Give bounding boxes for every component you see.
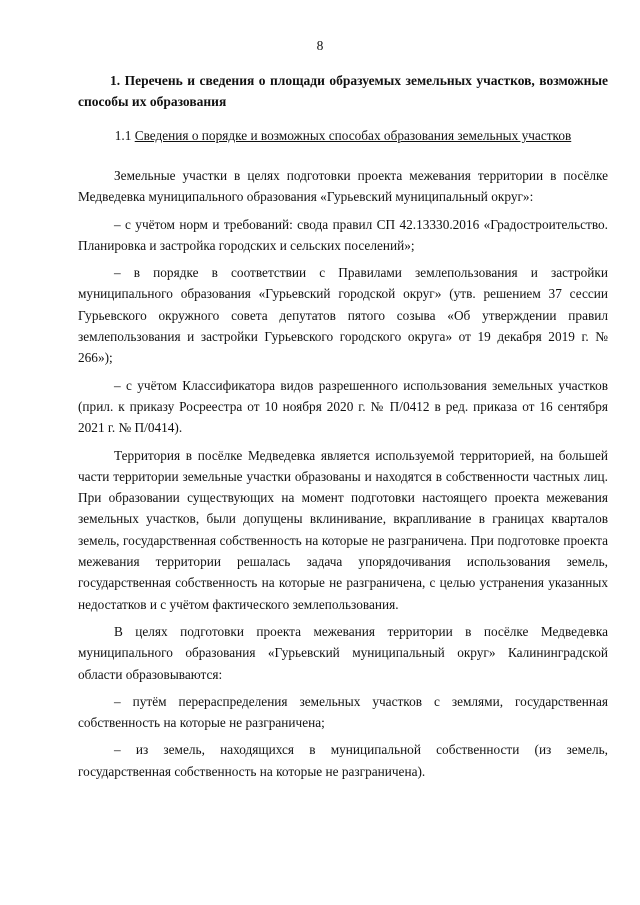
page-number: 8: [316, 38, 324, 53]
subsection-title: [78, 127, 608, 145]
list-item-norms: – с учётом норм и требований: свода правил СП 42.13330.2016 «Градостроительство. Планировка и застройка городских и сельских поселений»;: [78, 216, 608, 253]
paragraph-territory: Территория в посёлке Медведевка является используемой территорией, на большей части территории земельные участки образованы и находятся в собственности частных лиц. При образовании существующих на момент подготовки настоящего проекта межевания земельных участков, были допущены вклинивание, вкрапливание в границах кварталов земель, государственная собственность на которые не разграничена. При подготовке проекта межевания территории решалась задача упорядочивания использования земель, государственная собственность на которые не разграничена, с целью устранения указанных недостатков и с учётом фактического землепользования.: [78, 447, 608, 612]
list-item-redistribution: – путём перераспределения земельных участков с землями, государственная собственность на которые не разграничена;: [78, 693, 608, 731]
paragraph-formation: В целях подготовки проекта межевания территории в посёлке Медведевка муниципального образования «Гурьевский муниципальный округ» Калининградской области образовываются:: [78, 623, 608, 682]
subsection-heading: Сведения о порядке и возможных способах образования земельных участков: [134, 128, 572, 143]
section-title: 1. Перечень и сведения о площади образуемых земельных участков, возможные способы их образования: [78, 73, 608, 109]
list-item-rules: – в порядке в соответствии с Правилами землепользования и застройки муниципального образования «Гурьевский городской округ» (утв. решением 37 сессии Гурьевского окружного совета депутатов пятого созыва «Об утверждении правил землепользования и застройки Гурьевского городского округа» от 19 декабря 2019 г. № 266»);: [78, 265, 608, 366]
body-text: [78, 165, 608, 788]
subsection-number: 1.1: [114, 128, 132, 143]
list-item-classifier: – с учётом Классификатора видов разрешенного использования земельных участков (прил. к приказу Росреестра от 10 ноября 2020 г. № П/0412 в ред. приказа от 16 сентября 2021 г. № П/0414).: [78, 377, 608, 436]
list-item-municipal: – из земель, находящихся в муниципальной собственности (из земель, государственная собственность на которые не разграничена).: [78, 742, 608, 779]
paragraph-intro: Земельные участки в целях подготовки проекта межевания территории в посёлке Медведевка муниципального образования «Гурьевский муниципальный округ»:: [78, 168, 608, 205]
